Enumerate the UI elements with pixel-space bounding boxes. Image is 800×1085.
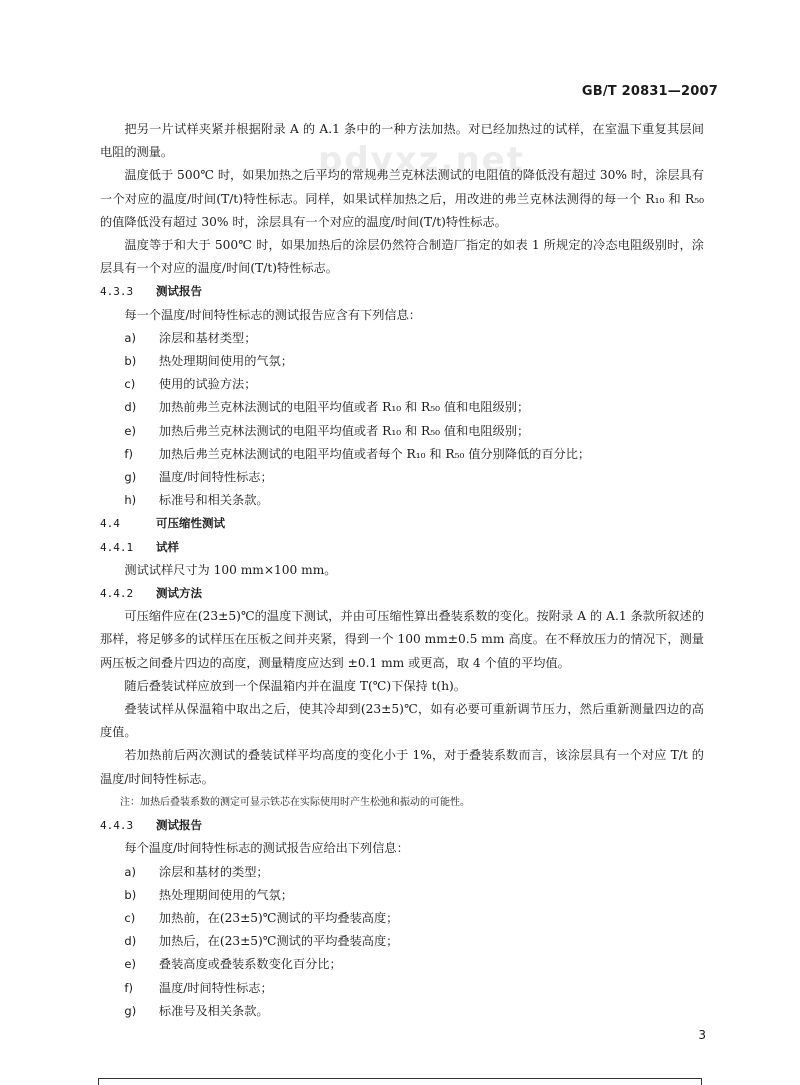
list-text: 使用的试验方法； xyxy=(158,377,257,392)
section-number: 4.4.3 xyxy=(100,819,134,833)
section-number: 4.4.1 xyxy=(100,540,134,554)
list-mark: a) xyxy=(124,864,136,879)
method-paragraph-1: 可压缩件应在(23±5)℃的温度下测试，并由可压缩性算出叠装系数的变化。按附录 A 的 A.1 条款所叙述的那样，将足够多的试样压在压板之间并夹紧，得到一个 100 mm±0.5 mm 高度。在不释放压力的情况下，测量两压板之间叠片四边的高度，测量精度应达到 ±0.1 mm 或更高，取 4 个值的平均值。 xyxy=(100,609,704,670)
paragraph-3: 温度等于和大于 500℃ 时，如果加热后的涂层仍然符合制造厂指定的如表 1 所规定的冷态电阻级别时，涂层具有一个对应的温度/时间(T/t)特性标志。 xyxy=(100,238,704,276)
list-item xyxy=(100,953,704,976)
list-text: 涂层和基材的类型； xyxy=(158,864,269,879)
section-title: 测试报告 xyxy=(156,284,202,299)
section-title: 可压缩性测试 xyxy=(156,516,225,531)
list-item xyxy=(100,350,704,373)
method-paragraph-3: 叠装试样从保温箱中取出之后，使其冷却到(23±5)℃，如有必要可重新调节压力，然后重新测量四边的高度值。 xyxy=(100,702,704,740)
section-number: 4.3.3 xyxy=(100,285,134,299)
section-title: 测试报告 xyxy=(156,818,202,833)
list-text: 加热后弗兰克林法测试的电阻平均值或者 R₁₀ 和 R₅₀ 值和电阻级别； xyxy=(158,423,530,438)
list-mark: c) xyxy=(124,910,136,925)
list-mark: b) xyxy=(124,887,137,902)
list-mark: c) xyxy=(124,377,136,392)
section-heading-4-4-3 xyxy=(100,814,704,837)
list-mark: f) xyxy=(124,446,133,461)
list-text: 温度/时间特性标志； xyxy=(158,980,273,995)
paragraph-1: 把另一片试样夹紧并根据附录 A 的 A.1 条中的一种方法加热。对已经加热过的试样，在室温下重复其层间电阻的测量。 xyxy=(100,122,704,160)
list-text: 加热后弗兰克林法测试的电阻平均值或者每个 R₁₀ 和 R₅₀ 值分别降低的百分比； xyxy=(158,446,591,461)
list-text: 标准号和相关条款。 xyxy=(158,493,269,508)
list-mark: h) xyxy=(124,493,137,508)
list-mark: d) xyxy=(124,400,137,415)
list-mark: e) xyxy=(124,423,136,438)
list-mark: g) xyxy=(124,470,137,485)
list-item xyxy=(100,907,704,930)
list-mark: a) xyxy=(124,330,136,345)
report-intro: 每一个温度/时间特性标志的测试报告应含有下列信息： xyxy=(124,307,421,322)
list-text: 涂层和基材类型； xyxy=(158,330,257,345)
section-title: 试样 xyxy=(156,539,179,554)
list-item xyxy=(100,1000,704,1023)
list-text: 叠装高度或叠装系数变化百分比； xyxy=(158,957,342,972)
list-item xyxy=(100,861,704,884)
section-title: 测试方法 xyxy=(156,586,202,601)
watermark: pdyxz.net xyxy=(318,140,525,180)
list-text: 热处理期间使用的气氛； xyxy=(158,354,293,369)
list-text: 加热前弗兰克林法测试的电阻平均值或者 R₁₀ 和 R₅₀ 值和电阻级别； xyxy=(158,400,530,415)
paragraph-2: 温度低于 500℃ 时，如果加热之后平均的常规弗兰克林法测试的电阻值的降低没有超过 30% 时，涂层具有一个对应的温度/时间(T/t)特性标志。同样，如果试样加热之后，用改进的弗兰克林法测得的每一个 R₁₀ 和 R₅₀ 的值降低没有超过 30% 时，涂层具有一个对应的温度/时间(T/t)特性标志。 xyxy=(100,168,704,229)
section-heading-4-4 xyxy=(100,512,704,535)
report-list-4-3-3 xyxy=(100,327,704,513)
method-paragraph-2: 随后叠装试样应放到一个保温箱内并在温度 T(℃)下保持 t(h)。 xyxy=(124,678,466,693)
page-number: 3 xyxy=(698,1028,706,1042)
report-intro: 每个温度/时间特性标志的测试报告应给出下列信息： xyxy=(124,841,409,856)
standard-code: GB/T 20831—2007 xyxy=(581,84,718,99)
list-item xyxy=(100,884,704,907)
list-mark: e) xyxy=(124,957,136,972)
section-number: 4.4 xyxy=(100,517,120,531)
body-text xyxy=(100,118,704,1023)
list-mark: b) xyxy=(124,354,137,369)
list-item xyxy=(100,466,704,489)
list-item xyxy=(100,930,704,953)
list-text: 标准号及相关条款。 xyxy=(158,1003,269,1018)
section-heading-4-3-3 xyxy=(100,280,704,303)
list-item xyxy=(100,489,704,512)
list-text: 加热前，在(23±5)℃测试的平均叠装高度； xyxy=(158,910,399,925)
method-note: 注：加热后叠装系数的测定可显示铁芯在实际使用时产生松弛和振动的可能性。 xyxy=(120,796,470,808)
list-item xyxy=(100,373,704,396)
list-text: 温度/时间特性标志； xyxy=(158,470,273,485)
list-mark: d) xyxy=(124,934,137,949)
list-item xyxy=(100,327,704,350)
list-item xyxy=(100,443,704,466)
list-mark: g) xyxy=(124,1003,137,1018)
section-heading-4-4-2 xyxy=(100,582,704,605)
list-item xyxy=(100,396,704,419)
section-number: 4.4.2 xyxy=(100,587,134,601)
list-text: 加热后，在(23±5)℃测试的平均叠装高度； xyxy=(158,934,399,949)
list-text: 热处理期间使用的气氛； xyxy=(158,887,293,902)
report-list-4-4-3 xyxy=(100,861,704,1023)
list-item xyxy=(100,977,704,1000)
specimen-size-text: 测试试样尺寸为 100 mm×100 mm。 xyxy=(124,562,337,577)
list-item xyxy=(100,420,704,443)
section-heading-4-4-1 xyxy=(100,536,704,559)
method-paragraph-4: 若加热前后两次测试的叠装试样平均高度的变化小于 1%，对于叠装系数而言，该涂层具有一个对应 T/t 的温度/时间特性标志。 xyxy=(100,748,704,786)
list-mark: f) xyxy=(124,980,133,995)
